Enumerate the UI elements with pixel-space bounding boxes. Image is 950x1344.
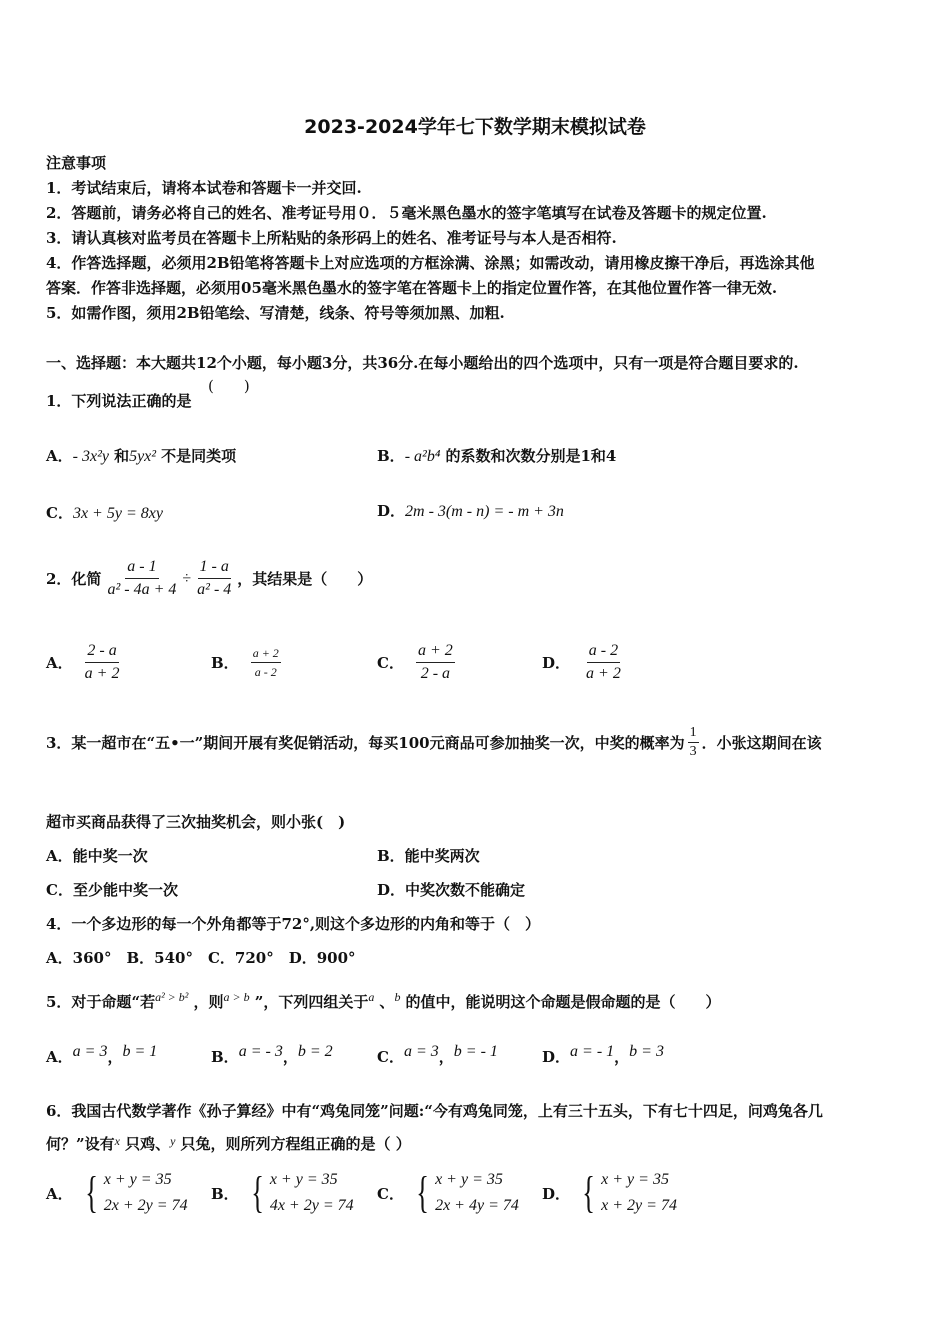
q3-option-b: B．能中奖两次 xyxy=(377,847,480,865)
q5-option-c: C．a = 3，b = - 1 xyxy=(377,1043,498,1066)
q4-stem: 4．一个多边形的每一个外角都等于72°,则这个多边形的内角和等于（ ） xyxy=(46,915,541,933)
q6-option-b: B． { x + y = 35 4x + 2y = 74 xyxy=(211,1168,354,1217)
section-heading: 一、选择题：本大题共12个小题，每小题3分，共36分.在每小题给出的四个选项中，只有一项是符合题目要求的. xyxy=(46,354,799,372)
q5-option-a: A．a = 3，b = 1 xyxy=(46,1043,158,1066)
q5-stem: 5．对于命题“若$^{a^2 > b^2}$ ，则$^{a > b}$ ”，下列四组关于$^a$ 、$^b$ 的值中，能说明这个命题是假命题的是（ ） xyxy=(46,990,721,1011)
q2-option-a: A． $\frac{2 - a}{a + 2}$ xyxy=(46,642,120,682)
page-title: 2023-2024学年七下数学期末模拟试卷 xyxy=(304,116,646,138)
notice-line-6: 5．如需作图，须用2B铅笔绘、写清楚，线条、符号等须加黑、加粗. xyxy=(46,304,505,322)
q2-fraction-2: $\frac{1 - a}{\text{a² - 4}}$ xyxy=(197,558,232,598)
q2-option-c: C． $\frac{a + 2}{2 - a}$ xyxy=(377,642,453,682)
q3-option-a: A．能中奖一次 xyxy=(46,847,148,865)
q1-stem: 1．下列说法正确的是 xyxy=(46,392,192,410)
q3-option-c: C．至少能中奖一次 xyxy=(46,881,178,899)
q3-stem-line-2: 超市买商品获得了三次抽奖机会，则小张( ) xyxy=(46,813,346,831)
q1-paren: ( ) xyxy=(208,377,250,395)
q3-option-d: D．中奖次数不能确定 xyxy=(377,881,526,899)
notice-line-1: 1．考试结束后，请将本试卷和答题卡一并交回. xyxy=(46,179,362,197)
q3-stem-line-1: 3．某一超市在“五•一”期间开展有奖促销活动，每买100元商品可参加抽奖一次，中奖的概率为 $\frac{1}{3}$ ．小张这期间在该 xyxy=(46,725,822,759)
q2-stem: 2．化简 $\frac{a - 1}{\text{a² - 4a + 4}}$ ÷ $\frac{1 - a}{\text{a² - 4}}$ ，其结果是（ ） xyxy=(46,556,372,601)
q6-option-a: A． { x + y = 35 2x + 2y = 74 xyxy=(46,1168,188,1217)
q4-options: A．360° B．540° C．720° D．900° xyxy=(46,949,356,967)
q1-option-a: A．- 3x²y 和5yx² 不是同类项 xyxy=(46,447,237,465)
notice-line-4: 4．作答选择题，必须用2B铅笔将答题卡上对应选项的方框涂满、涂黑；如需改动，请用橡皮擦干净后，再选涂其他 xyxy=(46,254,815,272)
notice-line-2: 2．答题前，请务必将自己的姓名、准考证号用０．５毫米黑色墨水的签字笔填写在试卷及答题卡的规定位置. xyxy=(46,204,767,222)
q2-fraction-1: $\frac{a - 1}{\text{a² - 4a + 4}}$ xyxy=(107,558,177,598)
q5-option-d: D．a = - 1，b = 3 xyxy=(542,1043,664,1066)
q1-option-d: D．2m - 3(m - n) = - m + 3n xyxy=(377,502,564,520)
notice-heading: 注意事项 xyxy=(46,154,107,172)
notice-line-5: 答案．作答非选择题，必须用05毫米黑色墨水的签字笔在答题卡上的指定位置作答，在其他位置作答一律无效. xyxy=(46,279,778,297)
q6-option-c: C． { x + y = 35 2x + 4y = 74 xyxy=(377,1168,519,1217)
q6-option-d: D． { x + y = 35 x + 2y = 74 xyxy=(542,1168,677,1217)
notice-line-3: 3．请认真核对监考员在答题卡上所粘贴的条形码上的姓名、准考证号与本人是否相符. xyxy=(46,229,617,247)
q6-stem-line-1: 6．我国古代数学著作《孙子算经》中有“鸡兔同笼”问题:“今有鸡兔同笼，上有三十五头，下有七十四足，问鸡兔各几 xyxy=(46,1102,823,1120)
q6-stem-line-2: 何？”设有$^x$ 只鸡、$^y$ 只兔，则所列方程组正确的是（ ） xyxy=(46,1134,411,1153)
q2-option-d: D． $\frac{a - 2}{a + 2}$ xyxy=(542,642,621,682)
q1-option-b: B．- a²b⁴ 的系数和次数分别是1和4 xyxy=(377,447,617,465)
q5-option-b: B．a = - 3，b = 2 xyxy=(211,1043,333,1066)
q2-option-b: B． $\frac{a + 2}{a - 2}$ xyxy=(211,646,279,679)
q1-option-c: C．3x + 5y = 8xy xyxy=(46,504,163,522)
